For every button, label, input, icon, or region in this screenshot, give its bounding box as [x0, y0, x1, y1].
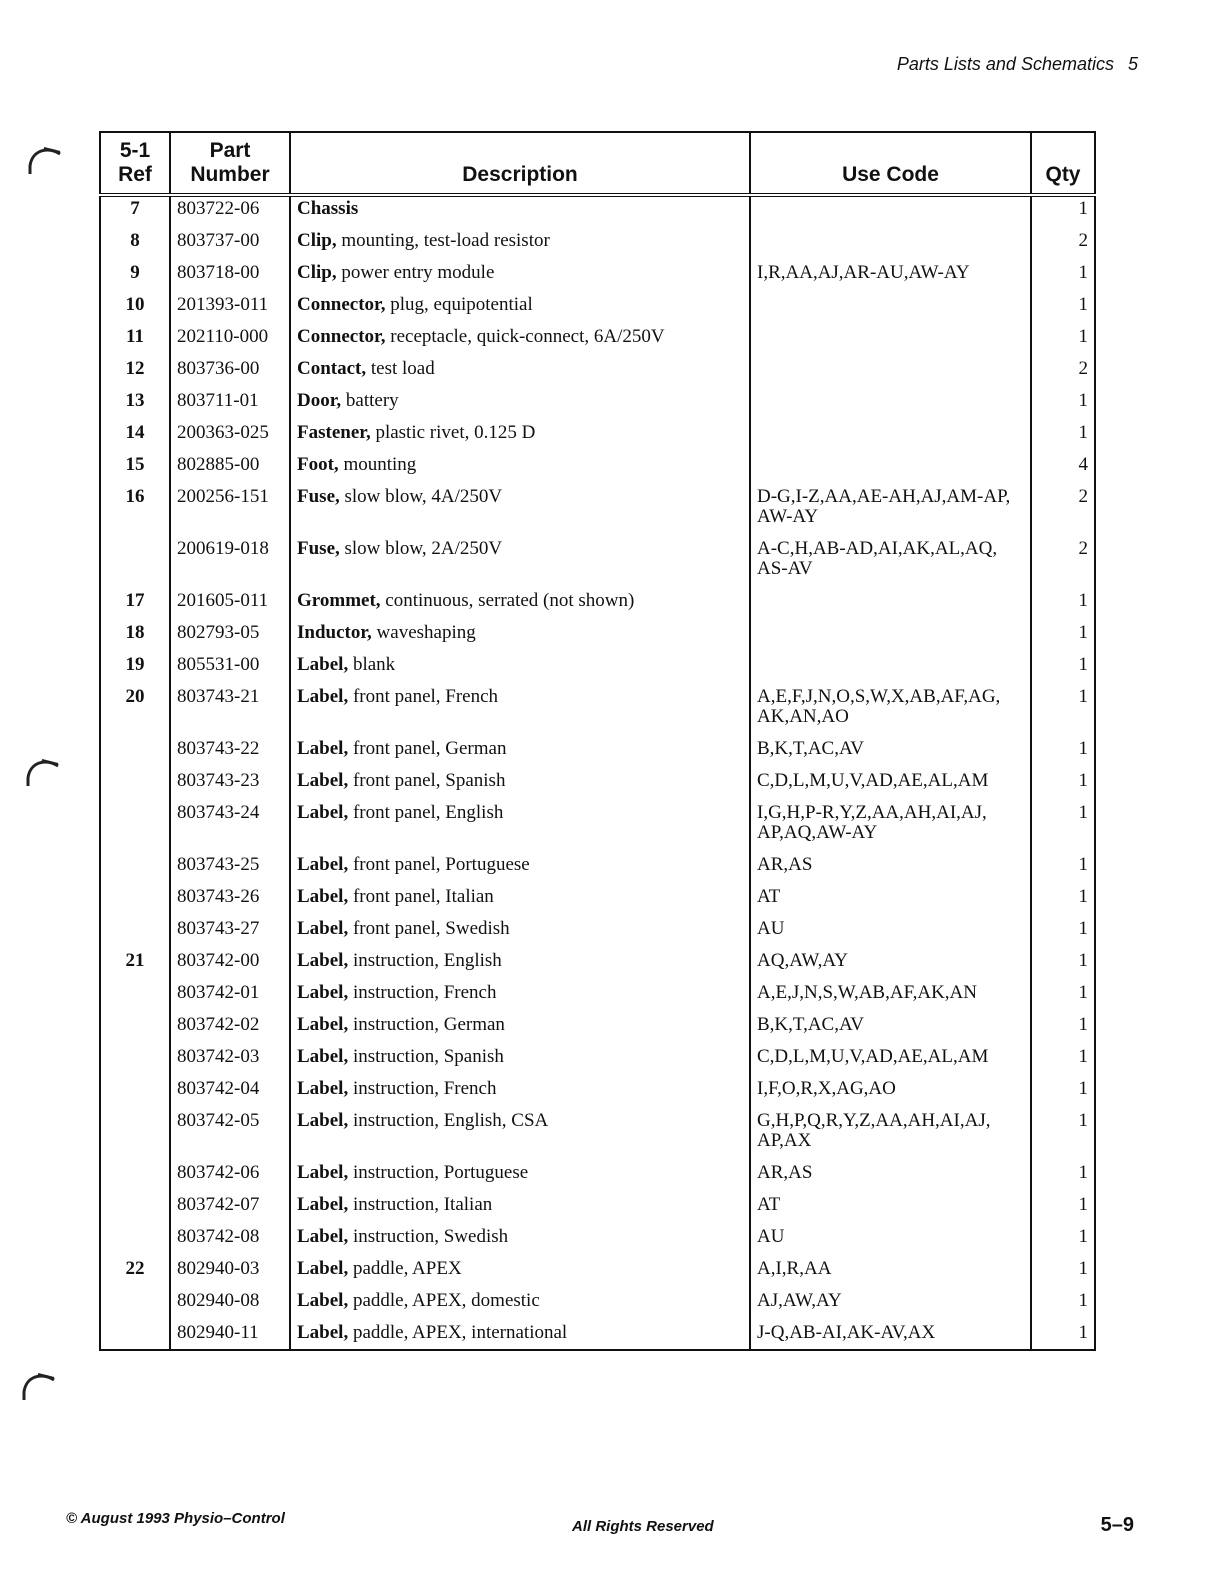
qty-cell: 1 — [1031, 849, 1095, 881]
qty-cell: 2 — [1031, 533, 1095, 585]
use-code-cell: I,G,H,P-R,Y,Z,AA,AH,AI,AJ, AP,AQ,AW-AY — [750, 797, 1031, 849]
qty-cell: 1 — [1031, 1009, 1095, 1041]
part-name: Label, — [297, 1046, 349, 1067]
qty-cell: 1 — [1031, 289, 1095, 321]
part-name: Label, — [297, 1226, 349, 1247]
footer-page-number: 5–9 — [1100, 1514, 1134, 1536]
description-cell — [290, 849, 750, 881]
use-code-cell: B,K,T,AC,AV — [750, 733, 1031, 765]
qty-cell: 1 — [1031, 1105, 1095, 1157]
qty-cell: 1 — [1031, 1221, 1095, 1253]
part-detail: mounting, test-load resistor — [336, 230, 550, 251]
ref-cell — [100, 1041, 170, 1073]
use-code-cell: AR,AS — [750, 1157, 1031, 1189]
qty-cell: 1 — [1031, 913, 1095, 945]
part-name: Label, — [297, 918, 349, 939]
qty-cell: 2 — [1031, 225, 1095, 257]
table-row — [100, 797, 1095, 849]
ref-cell — [100, 1157, 170, 1189]
qty-cell: 2 — [1031, 353, 1095, 385]
table-row — [100, 617, 1095, 649]
part-name: Fuse, — [297, 538, 340, 559]
ref-cell: 16 — [100, 481, 170, 533]
qty-cell: 1 — [1031, 977, 1095, 1009]
ref-cell: 14 — [100, 417, 170, 449]
parts-table — [99, 131, 1096, 1351]
part-detail: instruction, Portuguese — [348, 1162, 529, 1183]
description-cell — [290, 913, 750, 945]
part-number-cell: 803722-06 — [170, 195, 290, 225]
part-name: Label, — [297, 1322, 349, 1343]
table-row — [100, 533, 1095, 585]
table-row — [100, 195, 1095, 225]
part-number-cell: 805531-00 — [170, 649, 290, 681]
part-detail: waveshaping — [371, 622, 476, 643]
ref-cell: 20 — [100, 681, 170, 733]
footer-rights: All Rights Reserved — [572, 1518, 714, 1535]
use-code-cell — [750, 449, 1031, 481]
use-code-cell — [750, 195, 1031, 225]
table-row — [100, 765, 1095, 797]
qty-cell: 1 — [1031, 257, 1095, 289]
part-number-cell: 803743-21 — [170, 681, 290, 733]
part-name: Label, — [297, 1290, 349, 1311]
part-number-cell: 802940-08 — [170, 1285, 290, 1317]
qty-cell: 1 — [1031, 617, 1095, 649]
column-header-use-code: Use Code — [750, 132, 1031, 195]
part-number-cell: 803742-00 — [170, 945, 290, 977]
table-row — [100, 977, 1095, 1009]
part-name: Connector, — [297, 294, 386, 315]
use-code-cell: AR,AS — [750, 849, 1031, 881]
part-name: Label, — [297, 686, 349, 707]
part-name: Label, — [297, 950, 349, 971]
description-cell — [290, 353, 750, 385]
part-detail: front panel, Swedish — [348, 918, 510, 939]
use-code-cell: AU — [750, 1221, 1031, 1253]
part-name: Foot, — [297, 454, 339, 475]
table-row — [100, 1317, 1095, 1350]
ref-cell — [100, 1317, 170, 1350]
ref-cell — [100, 1221, 170, 1253]
description-cell — [290, 1253, 750, 1285]
description-cell — [290, 797, 750, 849]
qty-cell: 1 — [1031, 321, 1095, 353]
use-code-cell — [750, 353, 1031, 385]
table-row — [100, 1189, 1095, 1221]
description-cell — [290, 225, 750, 257]
part-detail: front panel, French — [348, 686, 499, 707]
table-row — [100, 733, 1095, 765]
use-code-cell: AU — [750, 913, 1031, 945]
part-number-cell: 802793-05 — [170, 617, 290, 649]
description-cell — [290, 449, 750, 481]
ref-cell: 19 — [100, 649, 170, 681]
part-number-cell: 803711-01 — [170, 385, 290, 417]
use-code-cell: AJ,AW,AY — [750, 1285, 1031, 1317]
table-row — [100, 1105, 1095, 1157]
description-cell — [290, 765, 750, 797]
part-detail: front panel, English — [348, 802, 504, 823]
use-code-cell — [750, 585, 1031, 617]
part-detail: instruction, Italian — [348, 1194, 493, 1215]
part-number-cell: 802940-03 — [170, 1253, 290, 1285]
description-cell — [290, 289, 750, 321]
table-row — [100, 417, 1095, 449]
qty-cell: 1 — [1031, 585, 1095, 617]
description-cell — [290, 1221, 750, 1253]
part-name: Label, — [297, 1110, 349, 1131]
part-detail: front panel, Spanish — [348, 770, 506, 791]
part-name: Clip, — [297, 262, 337, 283]
qty-cell: 1 — [1031, 385, 1095, 417]
part-name: Door, — [297, 390, 342, 411]
part-detail: power entry module — [336, 262, 495, 283]
use-code-cell: D-G,I-Z,AA,AE-AH,AJ,AM-AP, AW-AY — [750, 481, 1031, 533]
part-name: Fuse, — [297, 486, 340, 507]
use-code-cell: C,D,L,M,U,V,AD,AE,AL,AM — [750, 765, 1031, 797]
part-number-cell: 803737-00 — [170, 225, 290, 257]
table-row — [100, 881, 1095, 913]
part-detail: front panel, German — [348, 738, 507, 759]
part-detail: instruction, German — [348, 1014, 505, 1035]
column-header-qty: Qty — [1031, 132, 1095, 195]
ref-cell — [100, 797, 170, 849]
use-code-cell: A,E,J,N,S,W,AB,AF,AK,AN — [750, 977, 1031, 1009]
use-code-cell: AT — [750, 1189, 1031, 1221]
ref-cell: 11 — [100, 321, 170, 353]
description-cell — [290, 649, 750, 681]
table-row — [100, 449, 1095, 481]
part-number-cell: 803718-00 — [170, 257, 290, 289]
part-number-cell: 803736-00 — [170, 353, 290, 385]
description-cell — [290, 733, 750, 765]
use-code-cell: AQ,AW,AY — [750, 945, 1031, 977]
qty-cell: 1 — [1031, 1041, 1095, 1073]
part-name: Label, — [297, 854, 349, 875]
table-header-row — [100, 132, 1095, 195]
description-cell — [290, 385, 750, 417]
part-detail: front panel, Portuguese — [348, 854, 530, 875]
use-code-cell: C,D,L,M,U,V,AD,AE,AL,AM — [750, 1041, 1031, 1073]
part-name: Label, — [297, 738, 349, 759]
binder-hole-mark-icon — [22, 752, 62, 792]
description-cell — [290, 1041, 750, 1073]
ref-cell: 13 — [100, 385, 170, 417]
part-detail: paddle, APEX — [348, 1258, 462, 1279]
table-row — [100, 849, 1095, 881]
ref-cell: 12 — [100, 353, 170, 385]
part-number-cell: 803743-22 — [170, 733, 290, 765]
part-detail: instruction, Swedish — [348, 1226, 509, 1247]
running-header — [897, 54, 1138, 75]
table-row — [100, 1009, 1095, 1041]
part-number-cell: 803743-23 — [170, 765, 290, 797]
part-name: Label, — [297, 802, 349, 823]
qty-cell: 2 — [1031, 481, 1095, 533]
description-cell — [290, 1189, 750, 1221]
part-number-cell: 803742-02 — [170, 1009, 290, 1041]
table-row — [100, 649, 1095, 681]
use-code-cell: A-C,H,AB-AD,AI,AK,AL,AQ, AS-AV — [750, 533, 1031, 585]
part-detail: slow blow, 4A/250V — [339, 486, 503, 507]
part-number-cell: 803742-08 — [170, 1221, 290, 1253]
part-name: Label, — [297, 654, 349, 675]
description-cell — [290, 257, 750, 289]
ref-cell — [100, 977, 170, 1009]
ref-cell: 7 — [100, 195, 170, 225]
part-detail: plug, equipotential — [385, 294, 533, 315]
part-name: Label, — [297, 1258, 349, 1279]
ref-cell — [100, 533, 170, 585]
part-number-cell: 802885-00 — [170, 449, 290, 481]
ref-cell: 22 — [100, 1253, 170, 1285]
description-cell — [290, 321, 750, 353]
part-detail: plastic rivet, 0.125 D — [370, 422, 536, 443]
part-detail: paddle, APEX, domestic — [348, 1290, 540, 1311]
part-number-cell: 200363-025 — [170, 417, 290, 449]
part-detail: blank — [348, 654, 396, 675]
table-row — [100, 481, 1095, 533]
use-code-cell: A,I,R,AA — [750, 1253, 1031, 1285]
ref-cell — [100, 1009, 170, 1041]
use-code-cell: A,E,F,J,N,O,S,W,X,AB,AF,AG, AK,AN,AO — [750, 681, 1031, 733]
ref-cell: 21 — [100, 945, 170, 977]
qty-cell: 1 — [1031, 1073, 1095, 1105]
use-code-cell: B,K,T,AC,AV — [750, 1009, 1031, 1041]
description-cell — [290, 417, 750, 449]
qty-cell: 1 — [1031, 1253, 1095, 1285]
table-row — [100, 681, 1095, 733]
part-number-cell: 803742-07 — [170, 1189, 290, 1221]
binder-hole-mark-icon — [24, 140, 64, 180]
part-name: Label, — [297, 886, 349, 907]
description-cell — [290, 481, 750, 533]
table-row — [100, 257, 1095, 289]
table-row — [100, 353, 1095, 385]
table-row — [100, 1253, 1095, 1285]
part-name: Connector, — [297, 326, 386, 347]
table-row — [100, 321, 1095, 353]
ref-cell — [100, 765, 170, 797]
ref-cell — [100, 881, 170, 913]
part-detail: mounting — [338, 454, 417, 475]
table-row — [100, 289, 1095, 321]
qty-cell: 1 — [1031, 649, 1095, 681]
description-cell — [290, 681, 750, 733]
ref-cell — [100, 1189, 170, 1221]
part-number-cell: 202110-000 — [170, 321, 290, 353]
table-row — [100, 1221, 1095, 1253]
part-number-cell: 803743-27 — [170, 913, 290, 945]
use-code-cell — [750, 649, 1031, 681]
description-cell — [290, 1009, 750, 1041]
part-name: Label, — [297, 1162, 349, 1183]
part-number-cell: 803743-24 — [170, 797, 290, 849]
table-row — [100, 1073, 1095, 1105]
column-header-description: Description — [290, 132, 750, 195]
header-section-number: 5 — [1127, 54, 1138, 74]
description-cell — [290, 1285, 750, 1317]
part-number-cell: 802940-11 — [170, 1317, 290, 1350]
use-code-cell — [750, 385, 1031, 417]
use-code-cell: J-Q,AB-AI,AK-AV,AX — [750, 1317, 1031, 1350]
table-row — [100, 913, 1095, 945]
ref-cell: 9 — [100, 257, 170, 289]
qty-cell: 1 — [1031, 1285, 1095, 1317]
ref-cell: 18 — [100, 617, 170, 649]
qty-cell: 1 — [1031, 1317, 1095, 1350]
part-name: Label, — [297, 1078, 349, 1099]
description-cell — [290, 881, 750, 913]
part-number-cell: 803742-04 — [170, 1073, 290, 1105]
part-name: Fastener, — [297, 422, 371, 443]
part-name: Label, — [297, 1014, 349, 1035]
part-name: Grommet, — [297, 590, 381, 611]
table-row — [100, 945, 1095, 977]
ref-cell — [100, 913, 170, 945]
part-detail: instruction, English, CSA — [348, 1110, 549, 1131]
ref-cell — [100, 1073, 170, 1105]
use-code-cell: I,F,O,R,X,AG,AO — [750, 1073, 1031, 1105]
qty-cell: 1 — [1031, 733, 1095, 765]
part-name: Label, — [297, 1194, 349, 1215]
part-number-cell: 803743-26 — [170, 881, 290, 913]
part-detail: instruction, French — [348, 982, 497, 1003]
ref-cell: 10 — [100, 289, 170, 321]
part-number-cell: 803742-06 — [170, 1157, 290, 1189]
part-name: Clip, — [297, 230, 337, 251]
use-code-cell: I,R,AA,AJ,AR-AU,AW-AY — [750, 257, 1031, 289]
qty-cell: 1 — [1031, 797, 1095, 849]
part-detail: test load — [366, 358, 435, 379]
table-row — [100, 225, 1095, 257]
description-cell — [290, 617, 750, 649]
description-cell — [290, 977, 750, 1009]
ref-cell: 17 — [100, 585, 170, 617]
part-number-cell: 201605-011 — [170, 585, 290, 617]
part-name: Inductor, — [297, 622, 372, 643]
part-detail: battery — [341, 390, 399, 411]
part-detail: instruction, Spanish — [348, 1046, 504, 1067]
use-code-cell: G,H,P,Q,R,Y,Z,AA,AH,AI,AJ, AP,AX — [750, 1105, 1031, 1157]
part-detail: continuous, serrated (not shown) — [380, 590, 635, 611]
table-row — [100, 1285, 1095, 1317]
description-cell — [290, 1105, 750, 1157]
description-cell — [290, 1157, 750, 1189]
description-cell — [290, 1073, 750, 1105]
qty-cell: 1 — [1031, 417, 1095, 449]
table-row — [100, 1157, 1095, 1189]
qty-cell: 1 — [1031, 1189, 1095, 1221]
description-cell — [290, 533, 750, 585]
part-number-cell: 803742-03 — [170, 1041, 290, 1073]
qty-cell: 1 — [1031, 765, 1095, 797]
qty-cell: 4 — [1031, 449, 1095, 481]
column-header-part-number: Part Number — [170, 132, 290, 195]
part-detail: instruction, English — [348, 950, 502, 971]
qty-cell: 1 — [1031, 945, 1095, 977]
part-detail: slow blow, 2A/250V — [339, 538, 503, 559]
qty-cell: 1 — [1031, 1157, 1095, 1189]
use-code-cell: AT — [750, 881, 1031, 913]
part-name: Chassis — [297, 198, 359, 219]
use-code-cell — [750, 417, 1031, 449]
parts-table-body — [100, 195, 1095, 1350]
ref-cell — [100, 849, 170, 881]
ref-cell — [100, 733, 170, 765]
table-row — [100, 585, 1095, 617]
column-header-ref: 5-1 Ref — [100, 132, 170, 195]
part-number-cell: 200619-018 — [170, 533, 290, 585]
part-name: Contact, — [297, 358, 367, 379]
qty-cell: 1 — [1031, 681, 1095, 733]
qty-cell: 1 — [1031, 881, 1095, 913]
description-cell — [290, 195, 750, 225]
description-cell — [290, 1317, 750, 1350]
description-cell — [290, 945, 750, 977]
part-detail: receptacle, quick-connect, 6A/250V — [385, 326, 665, 347]
ref-cell: 15 — [100, 449, 170, 481]
use-code-cell — [750, 225, 1031, 257]
binder-hole-mark-icon — [18, 1366, 58, 1406]
part-number-cell: 803742-05 — [170, 1105, 290, 1157]
use-code-cell — [750, 289, 1031, 321]
use-code-cell — [750, 617, 1031, 649]
part-detail: paddle, APEX, international — [348, 1322, 568, 1343]
part-detail: instruction, French — [348, 1078, 497, 1099]
ref-cell — [100, 1285, 170, 1317]
part-number-cell: 803743-25 — [170, 849, 290, 881]
part-detail: front panel, Italian — [348, 886, 494, 907]
ref-cell: 8 — [100, 225, 170, 257]
use-code-cell — [750, 321, 1031, 353]
part-name: Label, — [297, 982, 349, 1003]
part-number-cell: 201393-011 — [170, 289, 290, 321]
table-row — [100, 1041, 1095, 1073]
table-row — [100, 385, 1095, 417]
ref-cell — [100, 1105, 170, 1157]
part-name: Label, — [297, 770, 349, 791]
footer-copyright: © August 1993 Physio–Control — [66, 1510, 285, 1527]
part-number-cell: 200256-151 — [170, 481, 290, 533]
header-title: Parts Lists and Schematics — [896, 54, 1114, 74]
part-number-cell: 803742-01 — [170, 977, 290, 1009]
description-cell — [290, 585, 750, 617]
qty-cell: 1 — [1031, 195, 1095, 225]
